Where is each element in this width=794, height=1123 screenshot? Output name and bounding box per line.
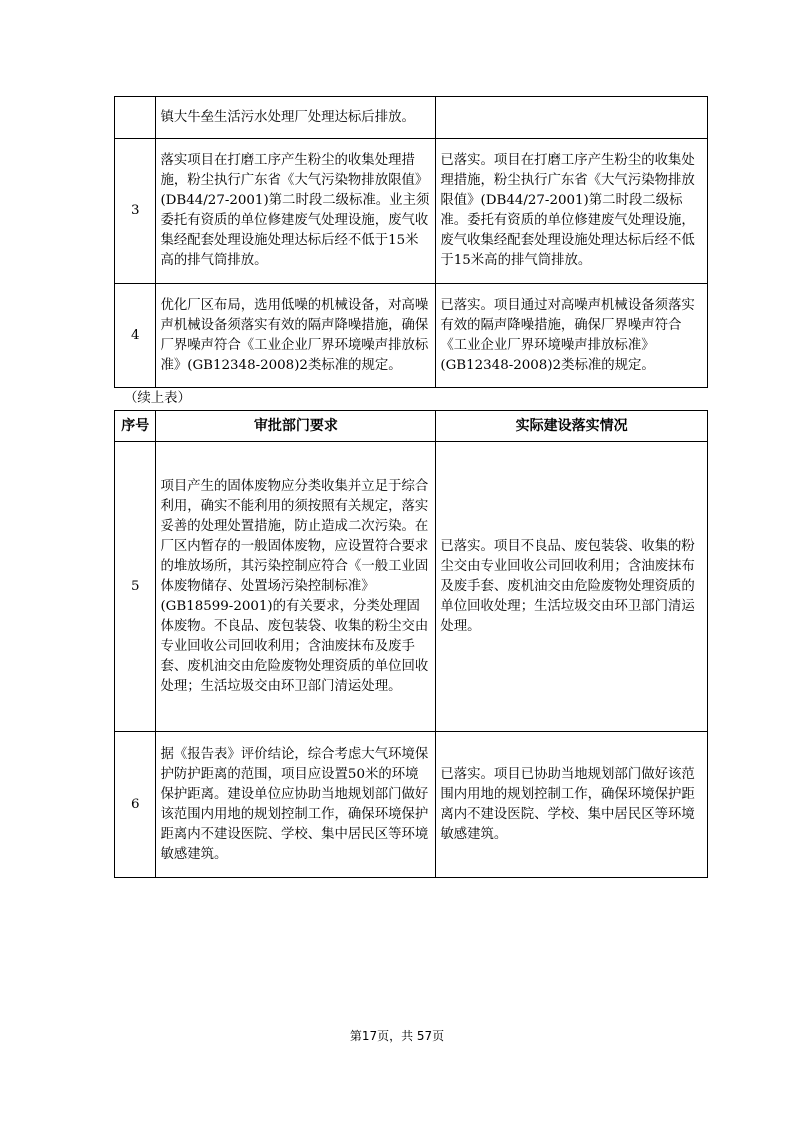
table-row [115, 139, 708, 284]
requirement-cell: 镇大牛垒生活污水处理厂处理达标后排放。 [156, 97, 436, 139]
implementation-cell: 已落实。项目在打磨工序产生粉尘的收集处理措施，粉尘执行广东省《大气污染物排放限值》(DB44/27-2001)第二时段二级标准。委托有资质的单位修建废气处理设施，废气收集经配套处理设施处理达标后经不低于15米高的排气筒排放。 [436, 139, 708, 284]
implementation-cell: 已落实。项目不良品、废包装袋、收集的粉尘交由专业回收公司回收利用；含油废抹布及废手套、废机油交由危险废物处理资质的单位回收处理；生活垃圾交由环卫部门清运处理。 [436, 442, 708, 732]
page-footer: 第17页，共 57页 [349, 1029, 445, 1043]
table-row [115, 442, 708, 732]
row-number: 3 [115, 139, 156, 284]
table-header-row [115, 411, 708, 442]
requirement-cell: 据《报告表》评价结论，综合考虑大气环境保护防护距离的范围，项目应设置50米的环境保护距离。建设单位应协助当地规划部门做好该范围内用地的规划控制工作，确保环境保护距离内不建设医院、学校、集中居民区等环境敏感建筑。 [156, 732, 436, 878]
implementation-cell: 已落实。项目通过对高噪声机械设备须落实有效的隔声降噪措施，确保厂界噪声符合《工业企业厂界环境噪声排放标准》(GB12348-2008)2类标准的规定。 [436, 284, 708, 388]
table-row [115, 97, 708, 139]
requirement-cell: 落实项目在打磨工序产生粉尘的收集处理措施，粉尘执行广东省《大气污染物排放限值》(DB44/27-2001)第二时段二级标准。业主须委托有资质的单位修建废气处理设施，废气收集经配套处理设施处理达标后经不低于15米高的排气筒排放。 [156, 139, 436, 284]
row-number [115, 97, 156, 139]
table-row [115, 732, 708, 878]
header-implementation: 实际建设落实情况 [436, 411, 708, 442]
header-no: 序号 [115, 411, 156, 442]
row-number: 4 [115, 284, 156, 388]
requirement-cell: 优化厂区布局，选用低噪的机械设备，对高噪声机械设备须落实有效的隔声降噪措施，确保厂界噪声符合《工业企业厂界环境噪声排放标准》(GB12348-2008)2类标准的规定。 [156, 284, 436, 388]
row-number: 6 [115, 732, 156, 878]
header-requirement: 审批部门要求 [156, 411, 436, 442]
requirement-cell: 项目产生的固体废物应分类收集并立足于综合利用，确实不能利用的须按照有关规定，落实妥善的处理处置措施，防止造成二次污染。在厂区内暂存的一般固体废物，应设置符合要求的堆放场所，其污染控制应符合《一般工业固体废物储存、处置场污染控制标准》(GB18599-2001)的有关要求，分类处理固体废物。不良品、废包装袋、收集的粉尘交由专业回收公司回收利用；含油废抹布及废手套、废机油交由危险废物处理资质的单位回收处理；生活垃圾交由环卫部门清运处理。 [156, 442, 436, 732]
implementation-cell: 已落实。项目已协助当地规划部门做好该范围内用地的规划控制工作，确保环境保护距离内不建设医院、学校、集中居民区等环境敏感建筑。 [436, 732, 708, 878]
table-bottom [114, 410, 708, 878]
implementation-cell [436, 97, 708, 139]
row-number: 5 [115, 442, 156, 732]
table-row [115, 284, 708, 388]
continuation-label: （续上表） [124, 391, 191, 406]
table-top [114, 96, 708, 388]
